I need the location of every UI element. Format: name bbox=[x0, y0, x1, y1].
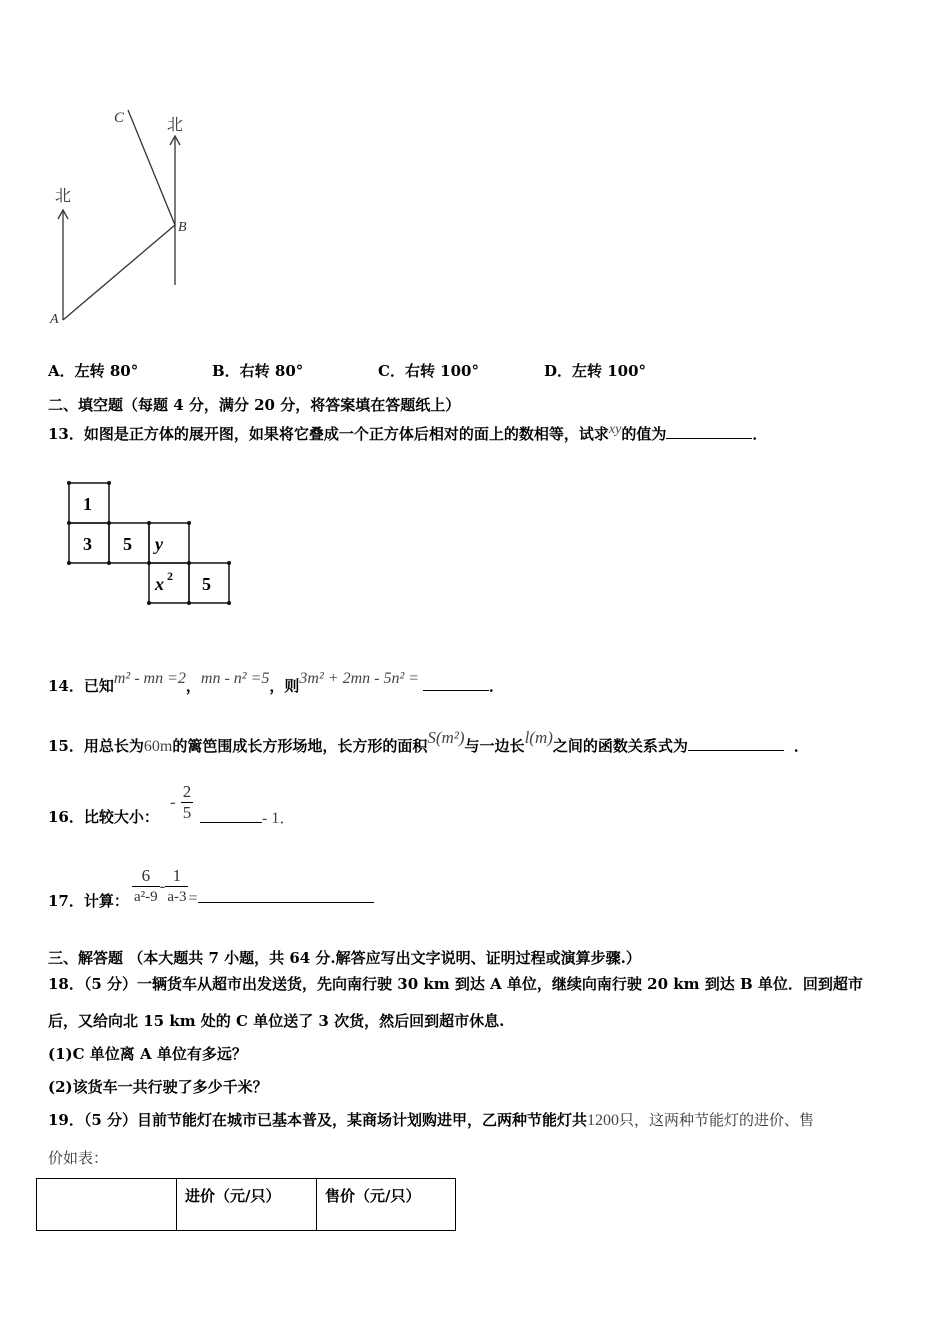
q17-minus: - bbox=[159, 876, 166, 896]
section-2-title: 二、填空题（每题 4 分，满分 20 分，将答案填在答题纸上） bbox=[48, 396, 461, 414]
q16-num: 2 bbox=[182, 782, 192, 801]
q13-answer-blank[interactable] bbox=[666, 424, 752, 439]
cell-y: y bbox=[155, 534, 163, 554]
section-3-title: 三、解答题 （本大题共 7 小题，共 64 分.解答应写出文字说明、证明过程或演算步骤.） bbox=[48, 949, 641, 967]
q19-line1-num: 1200 bbox=[587, 1112, 620, 1129]
label-a: A bbox=[50, 312, 59, 327]
q18-sub2: (2)该货车一共行驶了多少千米？ bbox=[48, 1078, 268, 1096]
q15-end: ． bbox=[793, 737, 809, 755]
q16-right: - 1． bbox=[262, 810, 296, 827]
q17-label: 17．计算： bbox=[48, 892, 129, 910]
q16-answer-blank[interactable] bbox=[200, 808, 262, 823]
q13-end: ． bbox=[752, 425, 768, 443]
q14-eq2: mn - n² =5 bbox=[200, 670, 270, 687]
q14-end: ． bbox=[489, 677, 505, 695]
q19-line1 bbox=[48, 1111, 814, 1130]
option-b: B．右转 80° bbox=[212, 362, 304, 380]
q14-label: 14．已知 bbox=[48, 677, 114, 695]
q15-value: 60m bbox=[143, 738, 173, 755]
question-14 bbox=[48, 670, 505, 696]
segment-ab bbox=[63, 225, 175, 320]
option-c: C．右转 100° bbox=[378, 362, 479, 380]
q15-l-expr: l(m) bbox=[524, 728, 553, 747]
q13-text-after: 的值为 bbox=[621, 425, 667, 443]
cell-x2: x bbox=[155, 574, 164, 594]
q17-fraction-1 bbox=[132, 866, 160, 907]
q16-label: 16．比较大小： bbox=[48, 808, 159, 826]
q17-fraction-2 bbox=[165, 866, 188, 907]
north-label-b: 北 bbox=[167, 115, 184, 134]
q16-sign: - bbox=[170, 792, 176, 812]
q14-answer-blank[interactable] bbox=[423, 676, 489, 691]
q16-expression bbox=[170, 782, 193, 823]
q18-sub1: (1)C 单位离 A 单位有多远？ bbox=[48, 1045, 247, 1063]
q15-text1: 15．用总长为 bbox=[48, 737, 144, 755]
label-b: B bbox=[178, 220, 187, 235]
table-header-purchase-price: 进价（元/只） bbox=[177, 1179, 317, 1231]
table-row bbox=[37, 1179, 456, 1231]
q19-line1-bold: 19．（5 分）目前节能灯在城市已基本普及，某商场计划购进甲，乙两种节能灯共 bbox=[48, 1111, 588, 1129]
q19-line2: 价如表： bbox=[48, 1149, 109, 1167]
q15-s-expr: S(m²) bbox=[427, 728, 465, 747]
question-15 bbox=[48, 728, 809, 756]
q14-eq3: 3m² + 2mn - 5n² = bbox=[299, 670, 420, 687]
table-cell-empty bbox=[37, 1179, 177, 1231]
north-label-a: 北 bbox=[55, 186, 72, 205]
q16-den: 5 bbox=[182, 803, 192, 822]
q13-expr: xy bbox=[608, 422, 622, 437]
q17-answer-blank[interactable] bbox=[198, 888, 374, 903]
q13-text-before: 13．如图是正方体的展开图，如果将它叠成一个正方体后相对的面上的数相等，试求 bbox=[48, 425, 609, 443]
cell-1: 1 bbox=[83, 494, 92, 514]
price-table bbox=[36, 1178, 456, 1231]
q14-eq1: m² - mn =2 bbox=[113, 670, 186, 687]
q16-fraction bbox=[181, 782, 194, 823]
q19-line1-rest: 只，这两种节能灯的进价、售 bbox=[619, 1111, 815, 1129]
q17-den2: a-3 bbox=[165, 886, 188, 907]
q17-num2: 1 bbox=[172, 866, 182, 885]
q18-line2: 后，又给向北 15 km 处的 C 单位送了 3 次货，然后回到超市休息. bbox=[48, 1012, 505, 1030]
q17-num1: 6 bbox=[141, 866, 151, 885]
q17-expression bbox=[132, 866, 374, 908]
label-c: C bbox=[114, 110, 125, 126]
table-header-sale-price: 售价（元/只） bbox=[317, 1179, 456, 1231]
option-d: D．左转 100° bbox=[544, 362, 647, 380]
q16-compare bbox=[200, 808, 295, 828]
option-a: A．左转 80° bbox=[48, 362, 139, 380]
q14-sep: ， bbox=[185, 677, 201, 695]
cell-3: 3 bbox=[83, 534, 92, 554]
cell-5b: 5 bbox=[202, 574, 211, 594]
q15-text4: 之间的函数关系式为 bbox=[552, 737, 688, 755]
q17-eq: = bbox=[188, 890, 198, 907]
q18-line1: 18．（5 分）一辆货车从超市出发送货，先向南行驶 30 km 到达 A 单位，继续向南行驶 20 km 到达 B 单位．回到超市 bbox=[48, 975, 863, 993]
q14-then: ，则 bbox=[269, 677, 300, 695]
question-13 bbox=[48, 421, 767, 443]
q15-text3: 与一边长 bbox=[464, 737, 525, 755]
cube-net-figure bbox=[62, 478, 237, 608]
direction-figure bbox=[40, 100, 200, 330]
q15-text2: 的篱笆围成长方形场地，长方形的面积 bbox=[172, 737, 428, 755]
cell-x2-exp: 2 bbox=[167, 569, 173, 583]
q17-den1: a²-9 bbox=[132, 886, 160, 907]
cell-5a: 5 bbox=[123, 534, 132, 554]
q15-answer-blank[interactable] bbox=[688, 736, 784, 751]
